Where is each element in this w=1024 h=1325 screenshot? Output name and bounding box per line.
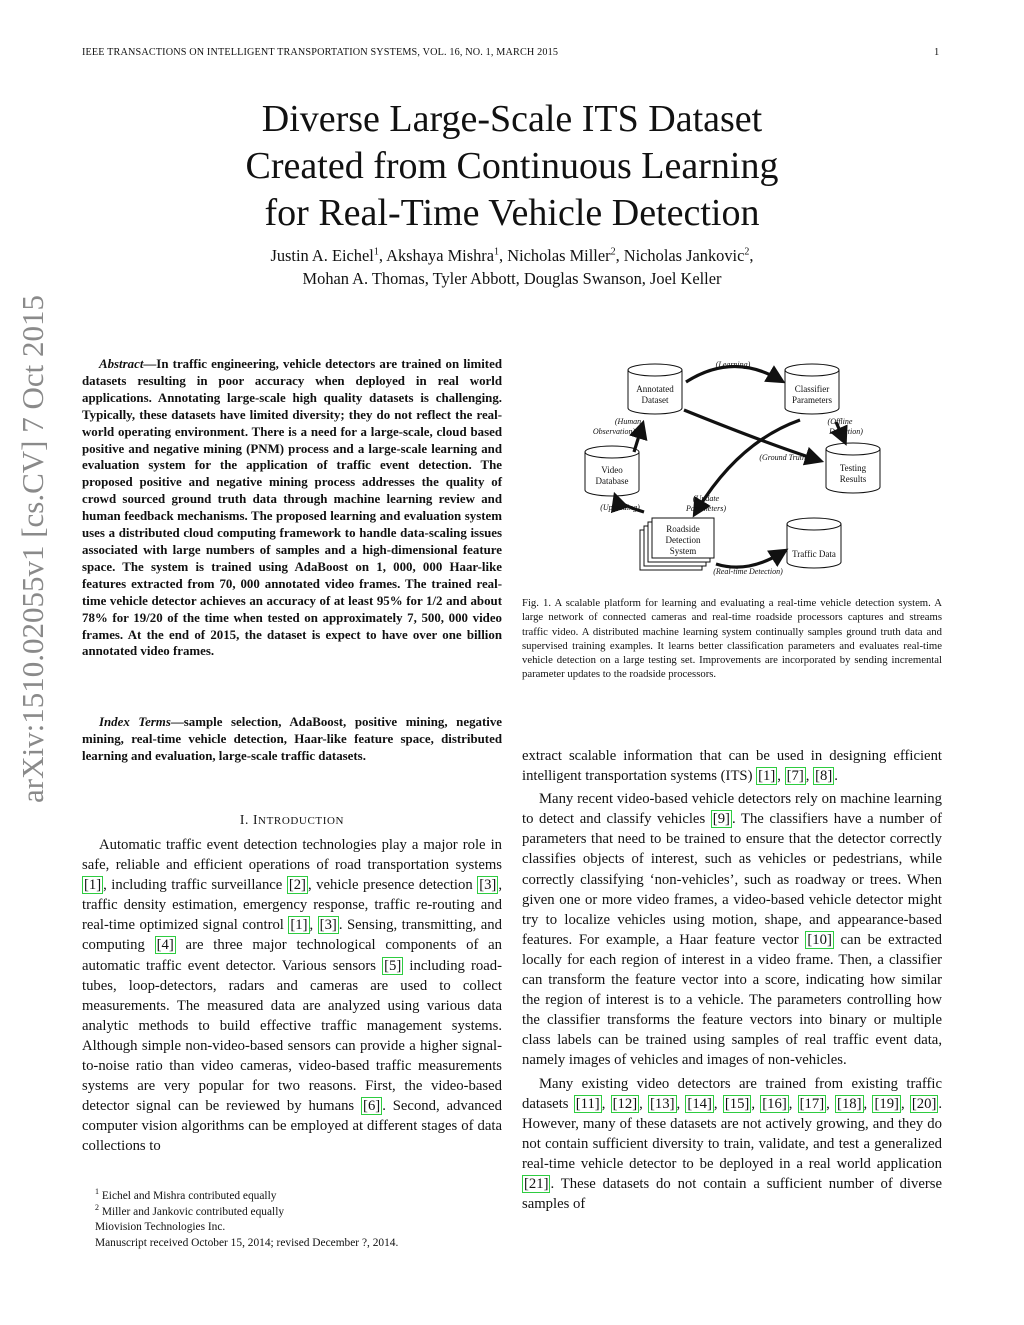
svg-text:Database: Database — [595, 476, 629, 486]
footnote-affiliation: Miovision Technologies Inc. — [95, 1221, 226, 1234]
title-line-1: Diverse Large-Scale ITS Dataset — [261, 98, 763, 140]
figure-caption: Fig. 1. A scalable platform for learning and evaluating a real-time vehicle detection system. A large network of connected cameras and real-time roadside processors captures and streams traffic video. A distributed machine learning system continually samples ground truth data and supervised training examples. It learns better classification parameters and evaluates real-time vehicle detection on a large testing set. Improvements are incorporated by sending incremental parameter updates to the roadside processors. — [522, 597, 942, 681]
label-human: (Human — [614, 417, 642, 426]
paper-title — [120, 96, 904, 237]
footnote-1: $^1$ Eichel and Mishra contributed equally — [95, 1187, 277, 1202]
arxiv-stamp: arXiv:1510.02055v1 [cs.CV] 7 Oct 2015 — [15, 295, 50, 803]
citation-link[interactable]: [5] — [384, 957, 402, 974]
label-detection: Detection) — [829, 427, 863, 436]
annotated-dataset-node — [628, 364, 682, 414]
citation-link[interactable]: [3] — [319, 917, 337, 934]
abstract-label: Abstract — [99, 357, 144, 371]
citation-link[interactable]: [8] — [815, 768, 833, 785]
author: , Nicholas Miller — [499, 246, 611, 265]
paragraph-continuation: extract scalable information that can be used in designing efficient intelligent transportation systems (ITS) [1] , [7] , [8] . — [522, 748, 942, 785]
footnote-2: $^2$ Miller and Jankovic contributed equally — [95, 1202, 285, 1218]
affiliation-mark: 2 — [744, 246, 750, 258]
citation-link[interactable]: [18] — [837, 1095, 862, 1112]
svg-text:Testing: Testing — [839, 463, 867, 473]
citation-link[interactable]: [3] — [479, 877, 497, 894]
footnotes — [95, 1189, 398, 1252]
svg-text:Dataset: Dataset — [641, 395, 669, 405]
section-heading-introduction: I. INTRODUCTION — [239, 812, 345, 827]
svg-text:Video: Video — [601, 465, 623, 475]
classifier-parameters-node — [785, 364, 839, 414]
citation-link[interactable]: [17] — [799, 1095, 825, 1112]
label-observation: Observation) — [592, 427, 636, 436]
svg-text:Parameters: Parameters — [792, 395, 832, 405]
introduction-body — [82, 835, 502, 1157]
citation-link[interactable]: [1] — [758, 768, 776, 785]
right-column-body — [522, 746, 942, 1214]
journal-header: IEEE TRANSACTIONS ON INTELLIGENT TRANSPORTATION SYSTEMS, VOL. 16, NO. 1, MARCH 2015 — [82, 47, 559, 58]
human-observation-arrow — [634, 426, 642, 452]
label-uploading: (Uploading) — [600, 503, 640, 512]
citation-link[interactable]: [1] — [290, 917, 308, 934]
citation-link[interactable]: [15] — [724, 1095, 750, 1112]
citation-link[interactable]: [6] — [363, 1098, 381, 1115]
citation-link[interactable]: [21] — [524, 1175, 549, 1192]
citation-link[interactable]: [7] — [786, 768, 804, 785]
citation-link[interactable]: [20] — [911, 1095, 937, 1112]
citation-link[interactable]: [13] — [650, 1095, 675, 1112]
intro-paragraph: Automatic traffic event detection technologies play a major role in safe, reliable and efficient operations of road transportation systems [1] , including traffic surveillance [2] , vehicle presence detection [3] , traffic density estimation, emergency response, traffic re-routing and real-time optimized signal control [1] , [3] . Sensing, transmitting, and computing [4] are three major technological components of an automatic traffic event detector. Various sensors [5] including road-tubes, loop-detectors, radars and cameras are used to collect measurements. The measured data are analyzed using various data analytic methods to build effective traffic management systems. Although simple non-video-based sensors can provide a higher signal-to-noise ratio than video cameras, video-based traffic measurements systems are very popular for two reasons. First, the video-based detector signal can be reviewed by humans [6] . Second, advanced computer vision algorithms can be employed at different stages of data collections to — [82, 837, 503, 1155]
svg-text:System: System — [669, 546, 697, 556]
index-terms-text: —sample selection, AdaBoost, positive mining, negative mining, real-time vehicle detection, Haar-like feature space, distributed learning and evaluation, large-scale traffic datasets. — [82, 715, 502, 763]
author-list — [120, 244, 904, 290]
citation-link[interactable]: [2] — [288, 877, 306, 894]
authors-line-2: Mohan A. Thomas, Tyler Abbott, Douglas Swanson, Joel Keller — [302, 269, 722, 288]
index-terms-label: Index Terms — [99, 715, 171, 729]
abstract — [82, 356, 502, 660]
paragraph-existing-datasets: Many existing video detectors are trained from existing traffic datasets [11] , [12] , [13] , [14] , [15] , [16] , [17] , [18] , [19] , [20] . However, many of these datasets are not actively growing, and they do not contain sufficient diversity to train, validate, and test a generalized real-time vehicle detector to be deployed in a real world application [21] . These datasets do not contain a sufficient number of diverse samples of — [522, 1075, 943, 1213]
label-update: (Update — [692, 494, 720, 503]
title-line-2: Created from Continuous Learning — [245, 145, 779, 187]
affiliation-mark: 1 — [494, 246, 500, 258]
svg-text:Traffic Data: Traffic Data — [792, 549, 836, 559]
index-terms — [82, 714, 502, 765]
video-database-node — [585, 446, 639, 496]
label-offline: (Offline — [827, 417, 853, 426]
author: Justin A. Eichel — [270, 246, 374, 265]
footnote-manuscript: Manuscript received October 15, 2014; revised December ?, 2014. — [95, 1237, 399, 1250]
roadside-detection-node — [640, 518, 714, 570]
label-realtime: (Real-time Detection) — [713, 567, 783, 576]
traffic-data-node — [787, 518, 841, 568]
testing-results-node — [826, 443, 880, 493]
citation-link[interactable]: [12] — [612, 1095, 638, 1112]
citation-link[interactable]: [9] — [712, 811, 730, 828]
citation-link[interactable]: [10] — [807, 931, 832, 948]
citation-link[interactable]: [11] — [575, 1095, 600, 1112]
citation-link[interactable]: [14] — [687, 1095, 712, 1112]
citation-link[interactable]: [19] — [874, 1095, 899, 1112]
paragraph-video-detectors: Many recent video-based vehicle detectors rely on machine learning to detect and classify vehicles [9] . The classifiers have a number of parameters that need to be trained to ensure that the detector correctly classifies objects of interest, such as vehicles or pedestrians, while correctly classifying ‘non-vehicles’, such as roadway or trees. When given one or more video frames, a video-based vehicle detector might try to localize vehicles using motion, shape, and appearance-based features. For example, a Haar feature vector [10] can be extracted locally for each region of interest in a video frame. Then, a classifier can transform the feature vector into a score, indicating how similar the region of interest is to a vehicle. The parameters controlling how the classifier transforms the feature vectors into binary or multiple class labels can be trained using samples of real traffic event data, namely images of vehicles and images of non-vehicles. — [522, 791, 942, 1069]
affiliation-mark: 1 — [373, 246, 379, 258]
svg-text:Results: Results — [839, 474, 867, 484]
svg-text:Detection: Detection — [665, 535, 701, 545]
label-learning: (Learning) — [715, 360, 751, 369]
abstract-text: —In traffic engineering, vehicle detectors are trained on limited datasets resulting in poor accuracy when deployed in real world applications. Annotating large-scale high quality datasets is challenging. Typically, these datasets have limited diversity; they do not reflect the real-world operating environment. There is a need for a large-scale, cloud based positive and negative mining (PNM) process and a large-scale learning and evaluation system for the application of traffic event detection. The proposed positive and negative mining process addresses the quality of crowd sourced ground truth data through machine learning review and human feedback mechanisms. The proposed learning and evaluation system uses a distributed cloud computing framework to handle data-scaling issues associated with large numbers of samples and a high-dimensional feature space. The system is trained using AdaBoost on 1, 000, 000 Haar-like features extracted from 70, 000 annotated video frames. The trained real-time vehicle detector achieves an accuracy of at least 95% for 1/2 and about 78% for 19/20 of the time when tested on approximately 7, 500, 000 video frames. At the end of 2015, the dataset is expect to have over one billion annotated video frames. — [82, 357, 502, 659]
author: , Akshaya Mishra — [378, 246, 495, 265]
authors-line-1: Justin A. Eichel$^1$, Akshaya Mishra$^1$, Nicholas Miller$^2$, Nicholas Jankovic$^2$, — [270, 246, 754, 265]
page-number: 1 — [934, 47, 940, 58]
figure-1-diagram — [578, 352, 948, 584]
affiliation-mark: 2 — [610, 246, 616, 258]
citation-link[interactable]: [16] — [762, 1095, 787, 1112]
citation-link[interactable]: [1] — [84, 877, 102, 894]
svg-text:Annotated: Annotated — [636, 384, 674, 394]
svg-text:Classifier: Classifier — [794, 384, 830, 394]
realtime-detection-arrow — [716, 552, 783, 567]
title-line-3: for Real-Time Vehicle Detection — [264, 192, 760, 234]
label-parameters: Parameters) — [686, 504, 726, 513]
svg-text:Roadside: Roadside — [666, 524, 700, 534]
author: , Nicholas Jankovic — [615, 246, 745, 265]
citation-link[interactable]: [4] — [156, 937, 174, 954]
label-ground-truth: (Ground Truth) — [759, 453, 809, 462]
